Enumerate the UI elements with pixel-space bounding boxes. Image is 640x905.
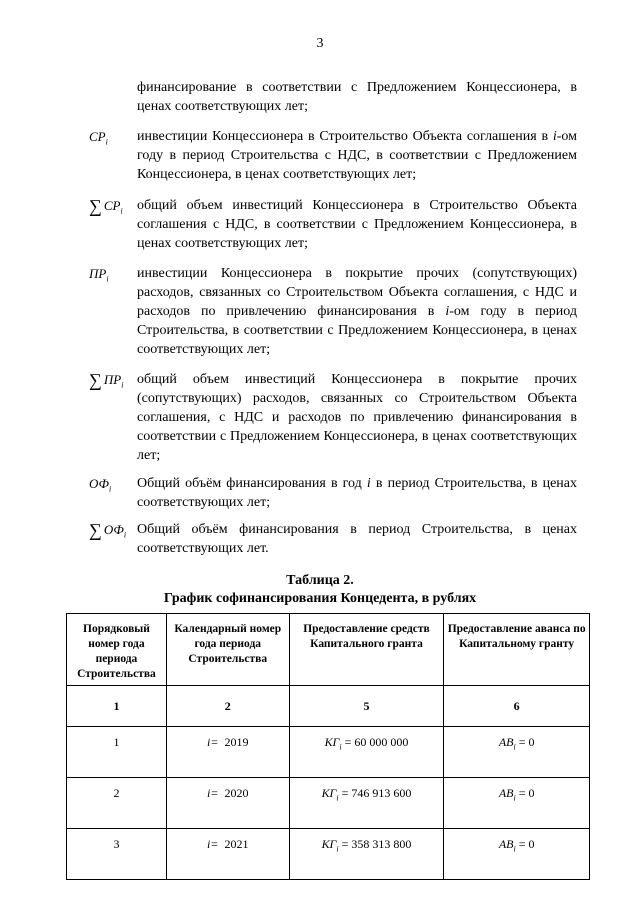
- capital-grant-cell: $КГ_i = 358$ 313 800: [289, 829, 444, 880]
- definition-cp: [89, 127, 577, 184]
- cofinancing-schedule-table: [66, 613, 590, 880]
- definition-symbol: ∑ $CP_i$: [89, 196, 123, 216]
- definition-symbol: $ПР_i$: [89, 266, 109, 284]
- column-number-cell: 5: [289, 686, 444, 727]
- calendar-year-cell: i= 2021: [166, 829, 289, 880]
- page-number: 3: [316, 36, 324, 51]
- table-header-cell: Порядковый номер года периода Строительства: [67, 614, 167, 686]
- grant-advance-cell: $АВ_i = 0$: [444, 778, 590, 829]
- definition-sum-cp: [89, 196, 577, 253]
- definition-text: общий объем инвестиций Концессионера в покрытие прочих (сопутствующих) расходов, связанных со Строительством Объекта соглашения, с НДС и расходов по привлечению финансирования в соответствии с Предложением Концессионера, в ценах соответствующих лет;: [137, 372, 577, 463]
- capital-grant-cell: $КГ_i = 60$ 000 000: [289, 727, 444, 778]
- table-caption-title: Таблица 2.: [286, 573, 354, 588]
- table-column-number-row: [67, 686, 590, 727]
- grant-advance-cell: $АВ_i = 0$: [444, 727, 590, 778]
- year-index-cell: 2: [67, 778, 167, 829]
- sigma-icon: ∑: [89, 520, 102, 540]
- definition-text: инвестиции Концессионера в покрытие прочих (сопутствующих) расходов, связанных со Строительством Объекта соглашения, с НДС и расходов по привлечению финансирования в i-ом году в период Строительства, в соответствии с Предложением Концессионера, в ценах соответствующих лет;: [137, 266, 577, 357]
- calendar-year-cell: i= 2020: [166, 778, 289, 829]
- definition-symbol: ∑ $ПР_i$: [89, 370, 124, 390]
- column-number-cell: 1: [67, 686, 167, 727]
- column-number-cell: 2: [166, 686, 289, 727]
- column-number-cell: 6: [444, 686, 590, 727]
- definition-text: инвестиции Концессионера в Строительство Объекта соглашения в i-ом году в период Строительства с НДС, в соответствии с Предложением Концессионера, в ценах соответствующих лет;: [137, 129, 577, 182]
- grant-advance-cell: $АВ_i = 0$: [444, 829, 590, 880]
- table-row: [67, 778, 590, 829]
- table-header-cell: Предоставление средств Капитального гранта: [289, 614, 444, 686]
- definition-symbol: $CP_i$: [89, 129, 108, 147]
- definition-pr: [89, 264, 577, 359]
- table-row: [67, 727, 590, 778]
- definition-text: Общий объём финансирования в год i в период Строительства, в ценах соответствующих лет;: [137, 476, 577, 510]
- definition-of: [89, 474, 577, 512]
- table-header-cell: Календарный номер года периода Строительства: [166, 614, 289, 686]
- table-header-row: [67, 614, 590, 686]
- table-row: [67, 829, 590, 880]
- table-caption-subtitle: График софинансирования Концедента, в рублях: [163, 591, 477, 606]
- definition-text: Общий объём финансирования в период Строительства, в ценах соответствующих лет.: [137, 522, 577, 556]
- table-header-cell: Предоставление аванса по Капитальному гранту: [444, 614, 590, 686]
- definition-text: общий объем инвестиций Концессионера в Строительство Объекта соглашения с НДС, в соответствии с Предложением Концессионера, в ценах соответствующих лет;: [137, 198, 577, 251]
- definition-symbol: $ОФ_i$: [89, 476, 112, 494]
- intro-text: финансирование в соответствии с Предложением Концессионера, в ценах соответствующих лет;: [137, 80, 577, 114]
- definition-symbol: ∑ $ОФ_i$: [89, 520, 127, 540]
- year-index-cell: 3: [67, 829, 167, 880]
- year-index-cell: 1: [67, 727, 167, 778]
- definition-sum-of: [89, 520, 577, 558]
- definition-sum-pr: [89, 370, 577, 465]
- sigma-icon: ∑: [89, 196, 102, 216]
- sigma-icon: ∑: [89, 370, 102, 390]
- capital-grant-cell: $КГ_i = 746$ 913 600: [289, 778, 444, 829]
- calendar-year-cell: i= 2019: [166, 727, 289, 778]
